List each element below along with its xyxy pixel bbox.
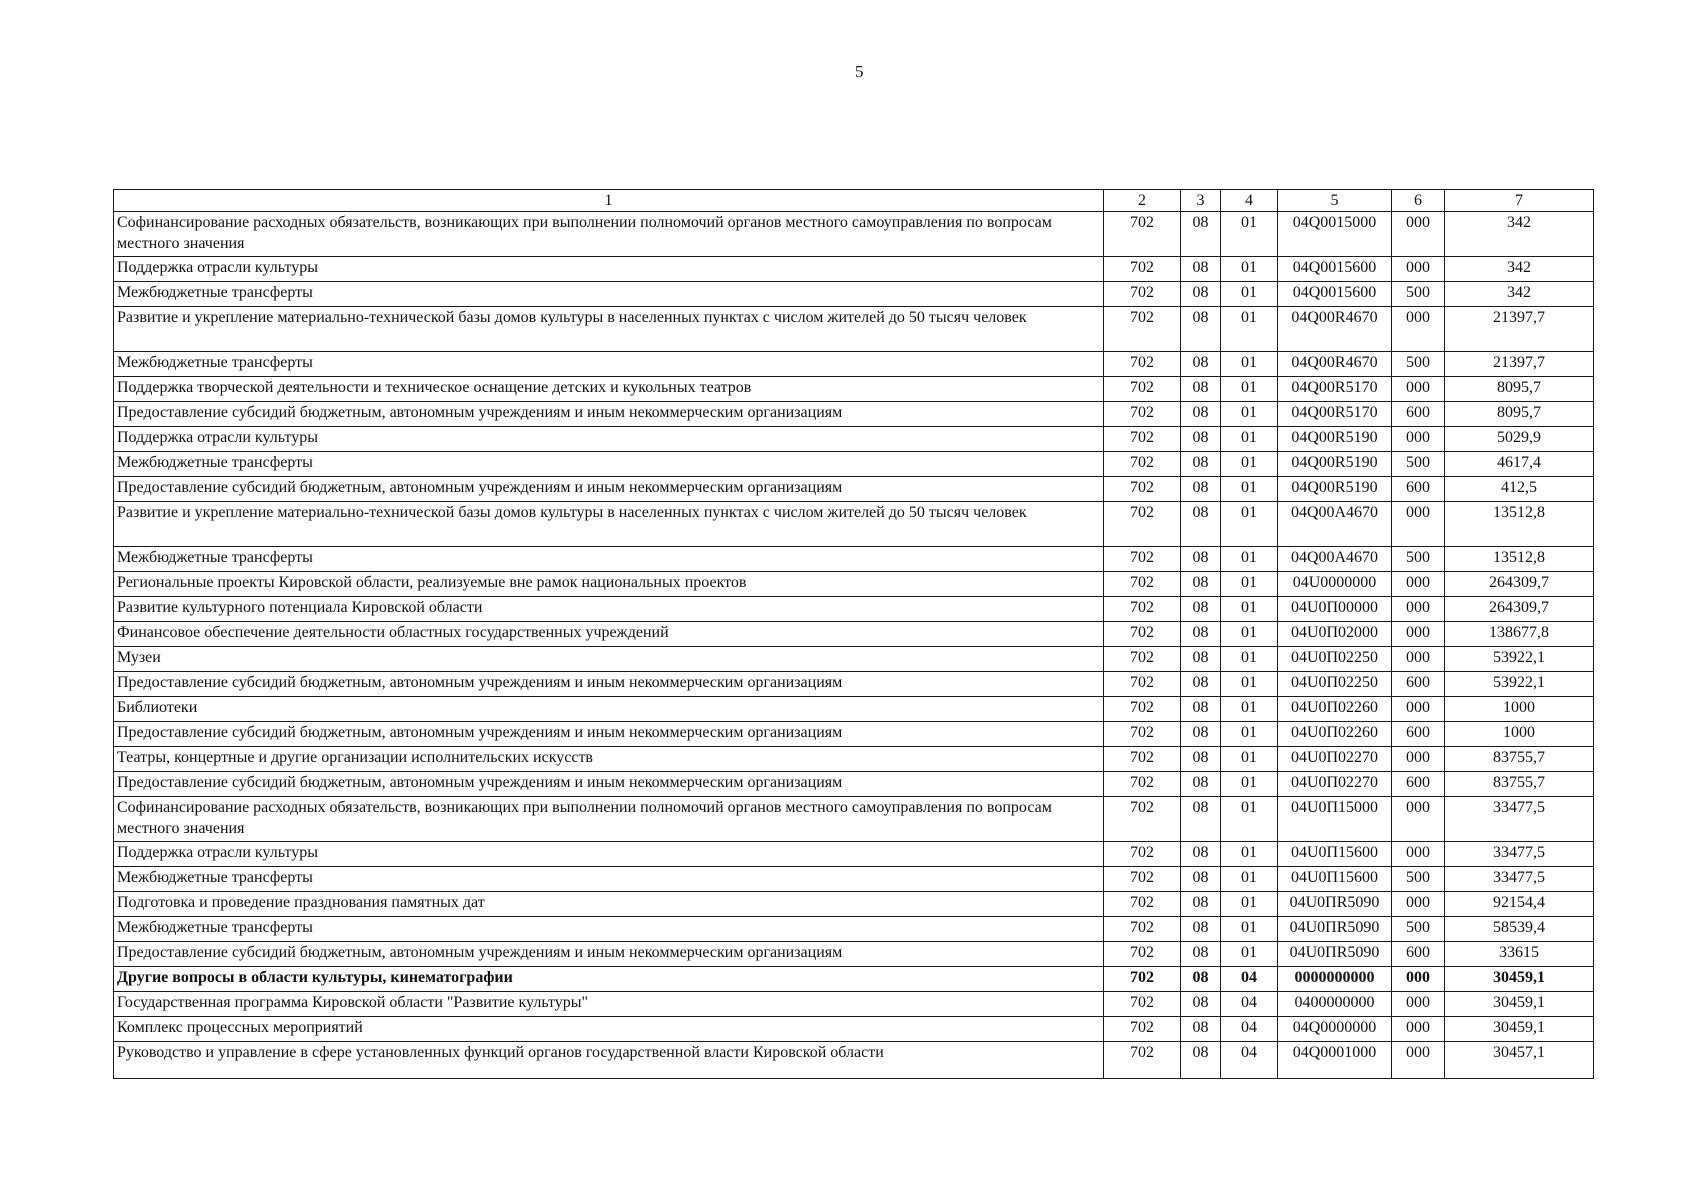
row-ministry-code: 702 xyxy=(1104,697,1181,722)
row-subsection-code: 04 xyxy=(1221,967,1278,992)
row-expense-type: 000 xyxy=(1392,377,1445,402)
row-amount: 138677,8 xyxy=(1445,622,1594,647)
row-amount: 30459,1 xyxy=(1445,992,1594,1017)
row-expense-type: 500 xyxy=(1392,917,1445,942)
row-ministry-code: 702 xyxy=(1104,477,1181,502)
row-section-code: 08 xyxy=(1181,747,1221,772)
header-col-7: 7 xyxy=(1445,190,1594,212)
row-section-code: 08 xyxy=(1181,452,1221,477)
row-amount: 92154,4 xyxy=(1445,892,1594,917)
table-row xyxy=(114,377,1594,402)
row-name: Межбюджетные трансферты xyxy=(114,452,1104,477)
row-expense-type: 600 xyxy=(1392,942,1445,967)
row-expense-type: 000 xyxy=(1392,502,1445,547)
table-row xyxy=(114,747,1594,772)
row-section-code: 08 xyxy=(1181,377,1221,402)
row-expense-type: 500 xyxy=(1392,352,1445,377)
row-name: Развитие и укрепление материально-технической базы домов культуры в населенных пунктах с числом жителей до 50 тысяч человек xyxy=(114,502,1104,547)
row-name: Софинансирование расходных обязательств, возникающих при выполнении полномочий органов местного самоуправления по вопросам местного значения xyxy=(114,212,1104,257)
row-ministry-code: 702 xyxy=(1104,867,1181,892)
row-section-code: 08 xyxy=(1181,722,1221,747)
row-subsection-code: 04 xyxy=(1221,992,1278,1017)
row-ministry-code: 702 xyxy=(1104,307,1181,352)
row-expense-type: 000 xyxy=(1392,307,1445,352)
row-name: Развитие и укрепление материально-технической базы домов культуры в населенных пунктах с числом жителей до 50 тысяч человек xyxy=(114,307,1104,352)
row-amount: 33477,5 xyxy=(1445,842,1594,867)
row-section-code: 08 xyxy=(1181,572,1221,597)
row-target-article: 04Q00R5190 xyxy=(1278,427,1392,452)
table-row xyxy=(114,992,1594,1017)
row-ministry-code: 702 xyxy=(1104,747,1181,772)
table-row xyxy=(114,942,1594,967)
row-expense-type: 000 xyxy=(1392,747,1445,772)
row-target-article: 04U0П02260 xyxy=(1278,722,1392,747)
table-row xyxy=(114,892,1594,917)
row-section-code: 08 xyxy=(1181,892,1221,917)
row-subsection-code: 04 xyxy=(1221,1017,1278,1042)
row-name: Предоставление субсидий бюджетным, автономным учреждениям и иным некоммерческим организациям xyxy=(114,477,1104,502)
row-amount: 30459,1 xyxy=(1445,967,1594,992)
row-expense-type: 500 xyxy=(1392,867,1445,892)
row-target-article: 04U0П02000 xyxy=(1278,622,1392,647)
row-amount: 1000 xyxy=(1445,697,1594,722)
row-subsection-code: 01 xyxy=(1221,502,1278,547)
row-subsection-code: 01 xyxy=(1221,867,1278,892)
row-target-article: 04U0П15600 xyxy=(1278,867,1392,892)
row-name: Театры, концертные и другие организации исполнительских искусств xyxy=(114,747,1104,772)
row-amount: 13512,8 xyxy=(1445,547,1594,572)
row-ministry-code: 702 xyxy=(1104,572,1181,597)
table-row xyxy=(114,867,1594,892)
row-subsection-code: 01 xyxy=(1221,942,1278,967)
row-ministry-code: 702 xyxy=(1104,427,1181,452)
row-target-article: 04Q00R5190 xyxy=(1278,452,1392,477)
row-target-article: 04Q0015600 xyxy=(1278,282,1392,307)
header-col-5: 5 xyxy=(1278,190,1392,212)
row-amount: 33477,5 xyxy=(1445,867,1594,892)
table-body xyxy=(114,212,1594,1079)
row-target-article: 04U0П02260 xyxy=(1278,697,1392,722)
row-expense-type: 000 xyxy=(1392,842,1445,867)
row-target-article: 04U0П15000 xyxy=(1278,797,1392,842)
row-ministry-code: 702 xyxy=(1104,502,1181,547)
table-row xyxy=(114,477,1594,502)
row-name: Другие вопросы в области культуры, кинематографии xyxy=(114,967,1104,992)
table-row xyxy=(114,352,1594,377)
row-expense-type: 000 xyxy=(1392,647,1445,672)
row-expense-type: 000 xyxy=(1392,427,1445,452)
table-row xyxy=(114,212,1594,257)
row-amount: 5029,9 xyxy=(1445,427,1594,452)
row-target-article: 04Q0015600 xyxy=(1278,257,1392,282)
row-name: Межбюджетные трансферты xyxy=(114,352,1104,377)
row-subsection-code: 01 xyxy=(1221,257,1278,282)
row-section-code: 08 xyxy=(1181,917,1221,942)
row-ministry-code: 702 xyxy=(1104,892,1181,917)
header-col-6: 6 xyxy=(1392,190,1445,212)
row-amount: 30457,1 xyxy=(1445,1042,1594,1079)
table-row xyxy=(114,547,1594,572)
row-section-code: 08 xyxy=(1181,967,1221,992)
row-name: Поддержка отрасли культуры xyxy=(114,427,1104,452)
table-row xyxy=(114,622,1594,647)
row-target-article: 0400000000 xyxy=(1278,992,1392,1017)
row-expense-type: 600 xyxy=(1392,672,1445,697)
row-section-code: 08 xyxy=(1181,477,1221,502)
row-amount: 21397,7 xyxy=(1445,352,1594,377)
row-expense-type: 000 xyxy=(1392,797,1445,842)
row-expense-type: 600 xyxy=(1392,477,1445,502)
row-name: Библиотеки xyxy=(114,697,1104,722)
page-number: 5 xyxy=(855,62,864,81)
row-section-code: 08 xyxy=(1181,622,1221,647)
row-ministry-code: 702 xyxy=(1104,722,1181,747)
row-subsection-code: 01 xyxy=(1221,572,1278,597)
row-section-code: 08 xyxy=(1181,597,1221,622)
row-ministry-code: 702 xyxy=(1104,402,1181,427)
row-ministry-code: 702 xyxy=(1104,842,1181,867)
row-expense-type: 000 xyxy=(1392,1042,1445,1079)
row-amount: 53922,1 xyxy=(1445,672,1594,697)
row-section-code: 08 xyxy=(1181,697,1221,722)
row-ministry-code: 702 xyxy=(1104,1017,1181,1042)
row-target-article: 04U0000000 xyxy=(1278,572,1392,597)
row-ministry-code: 702 xyxy=(1104,622,1181,647)
table-row xyxy=(114,502,1594,547)
row-name: Поддержка творческой деятельности и техническое оснащение детских и кукольных театров xyxy=(114,377,1104,402)
row-expense-type: 600 xyxy=(1392,722,1445,747)
row-ministry-code: 702 xyxy=(1104,597,1181,622)
row-amount: 342 xyxy=(1445,282,1594,307)
row-expense-type: 500 xyxy=(1392,547,1445,572)
row-ministry-code: 702 xyxy=(1104,797,1181,842)
header-col-4: 4 xyxy=(1221,190,1278,212)
row-ministry-code: 702 xyxy=(1104,377,1181,402)
table-row xyxy=(114,452,1594,477)
table-row xyxy=(114,967,1594,992)
row-target-article: 04U0П02270 xyxy=(1278,772,1392,797)
row-subsection-code: 01 xyxy=(1221,772,1278,797)
row-amount: 342 xyxy=(1445,212,1594,257)
table-row xyxy=(114,722,1594,747)
row-expense-type: 500 xyxy=(1392,282,1445,307)
row-ministry-code: 702 xyxy=(1104,282,1181,307)
header-col-2: 2 xyxy=(1104,190,1181,212)
row-name: Региональные проекты Кировской области, реализуемые вне рамок национальных проектов xyxy=(114,572,1104,597)
row-subsection-code: 01 xyxy=(1221,842,1278,867)
row-subsection-code: 01 xyxy=(1221,722,1278,747)
row-expense-type: 000 xyxy=(1392,967,1445,992)
budget-table xyxy=(113,189,1594,1079)
row-subsection-code: 01 xyxy=(1221,402,1278,427)
table-row xyxy=(114,697,1594,722)
row-subsection-code: 01 xyxy=(1221,797,1278,842)
table-row xyxy=(114,307,1594,352)
row-subsection-code: 01 xyxy=(1221,892,1278,917)
row-expense-type: 000 xyxy=(1392,892,1445,917)
row-amount: 8095,7 xyxy=(1445,402,1594,427)
table-row xyxy=(114,672,1594,697)
row-name: Предоставление субсидий бюджетным, автономным учреждениям и иным некоммерческим организациям xyxy=(114,942,1104,967)
row-name: Комплекс процессных мероприятий xyxy=(114,1017,1104,1042)
row-section-code: 08 xyxy=(1181,352,1221,377)
row-ministry-code: 702 xyxy=(1104,647,1181,672)
header-row xyxy=(114,190,1594,212)
row-name: Предоставление субсидий бюджетным, автономным учреждениям и иным некоммерческим организациям xyxy=(114,722,1104,747)
row-subsection-code: 01 xyxy=(1221,547,1278,572)
row-subsection-code: 01 xyxy=(1221,647,1278,672)
row-name: Межбюджетные трансферты xyxy=(114,917,1104,942)
row-ministry-code: 702 xyxy=(1104,772,1181,797)
table-row xyxy=(114,772,1594,797)
row-target-article: 04Q0001000 xyxy=(1278,1042,1392,1079)
row-section-code: 08 xyxy=(1181,307,1221,352)
row-expense-type: 500 xyxy=(1392,452,1445,477)
row-target-article: 04U0П02250 xyxy=(1278,647,1392,672)
row-section-code: 08 xyxy=(1181,992,1221,1017)
row-ministry-code: 702 xyxy=(1104,212,1181,257)
row-target-article: 04Q0015000 xyxy=(1278,212,1392,257)
row-subsection-code: 01 xyxy=(1221,622,1278,647)
row-amount: 412,5 xyxy=(1445,477,1594,502)
row-target-article: 04Q00R4670 xyxy=(1278,352,1392,377)
row-subsection-code: 01 xyxy=(1221,352,1278,377)
table-row xyxy=(114,402,1594,427)
row-amount: 4617,4 xyxy=(1445,452,1594,477)
row-target-article: 04Q00A4670 xyxy=(1278,547,1392,572)
row-subsection-code: 04 xyxy=(1221,1042,1278,1079)
row-amount: 264309,7 xyxy=(1445,572,1594,597)
table-row xyxy=(114,572,1594,597)
row-amount: 8095,7 xyxy=(1445,377,1594,402)
row-section-code: 08 xyxy=(1181,867,1221,892)
row-subsection-code: 01 xyxy=(1221,452,1278,477)
row-amount: 33477,5 xyxy=(1445,797,1594,842)
row-target-article: 04U0П02270 xyxy=(1278,747,1392,772)
table-row xyxy=(114,282,1594,307)
row-section-code: 08 xyxy=(1181,282,1221,307)
row-name: Государственная программа Кировской области "Развитие культуры" xyxy=(114,992,1104,1017)
row-name: Предоставление субсидий бюджетным, автономным учреждениям и иным некоммерческим организациям xyxy=(114,672,1104,697)
row-expense-type: 000 xyxy=(1392,622,1445,647)
row-subsection-code: 01 xyxy=(1221,282,1278,307)
table-row xyxy=(114,797,1594,842)
row-target-article: 04Q0000000 xyxy=(1278,1017,1392,1042)
table-row xyxy=(114,1017,1594,1042)
row-section-code: 08 xyxy=(1181,797,1221,842)
row-name: Финансовое обеспечение деятельности областных государственных учреждений xyxy=(114,622,1104,647)
row-section-code: 08 xyxy=(1181,257,1221,282)
table-row xyxy=(114,1042,1594,1079)
table-row xyxy=(114,647,1594,672)
row-name: Межбюджетные трансферты xyxy=(114,867,1104,892)
row-target-article: 04Q00R5190 xyxy=(1278,477,1392,502)
row-expense-type: 600 xyxy=(1392,402,1445,427)
row-ministry-code: 702 xyxy=(1104,257,1181,282)
header-col-3: 3 xyxy=(1181,190,1221,212)
row-expense-type: 000 xyxy=(1392,1017,1445,1042)
row-name: Поддержка отрасли культуры xyxy=(114,842,1104,867)
row-ministry-code: 702 xyxy=(1104,992,1181,1017)
row-amount: 1000 xyxy=(1445,722,1594,747)
table-row xyxy=(114,917,1594,942)
row-section-code: 08 xyxy=(1181,402,1221,427)
row-section-code: 08 xyxy=(1181,942,1221,967)
row-amount: 83755,7 xyxy=(1445,772,1594,797)
row-section-code: 08 xyxy=(1181,1017,1221,1042)
row-ministry-code: 702 xyxy=(1104,547,1181,572)
row-ministry-code: 702 xyxy=(1104,967,1181,992)
row-target-article: 04Q00R4670 xyxy=(1278,307,1392,352)
row-amount: 83755,7 xyxy=(1445,747,1594,772)
row-name: Руководство и управление в сфере установленных функций органов государственной власти Кировской области xyxy=(114,1042,1104,1079)
row-subsection-code: 01 xyxy=(1221,917,1278,942)
row-amount: 21397,7 xyxy=(1445,307,1594,352)
row-target-article: 04Q00R5170 xyxy=(1278,402,1392,427)
row-expense-type: 000 xyxy=(1392,597,1445,622)
row-name: Предоставление субсидий бюджетным, автономным учреждениям и иным некоммерческим организациям xyxy=(114,772,1104,797)
row-expense-type: 000 xyxy=(1392,572,1445,597)
row-target-article: 04U0П00000 xyxy=(1278,597,1392,622)
row-ministry-code: 702 xyxy=(1104,942,1181,967)
row-amount: 264309,7 xyxy=(1445,597,1594,622)
row-target-article: 04U0ПR5090 xyxy=(1278,917,1392,942)
row-target-article: 04U0ПR5090 xyxy=(1278,892,1392,917)
row-name: Развитие культурного потенциала Кировской области xyxy=(114,597,1104,622)
row-name: Предоставление субсидий бюджетным, автономным учреждениям и иным некоммерческим организациям xyxy=(114,402,1104,427)
row-subsection-code: 01 xyxy=(1221,672,1278,697)
row-target-article: 04Q00R5170 xyxy=(1278,377,1392,402)
row-section-code: 08 xyxy=(1181,212,1221,257)
table-row xyxy=(114,427,1594,452)
row-expense-type: 000 xyxy=(1392,992,1445,1017)
row-expense-type: 600 xyxy=(1392,772,1445,797)
row-ministry-code: 702 xyxy=(1104,672,1181,697)
row-amount: 13512,8 xyxy=(1445,502,1594,547)
row-amount: 30459,1 xyxy=(1445,1017,1594,1042)
row-name: Межбюджетные трансферты xyxy=(114,547,1104,572)
row-section-code: 08 xyxy=(1181,772,1221,797)
row-subsection-code: 01 xyxy=(1221,212,1278,257)
row-section-code: 08 xyxy=(1181,647,1221,672)
row-name: Софинансирование расходных обязательств, возникающих при выполнении полномочий органов местного самоуправления по вопросам местного значения xyxy=(114,797,1104,842)
row-section-code: 08 xyxy=(1181,502,1221,547)
row-section-code: 08 xyxy=(1181,672,1221,697)
row-name: Подготовка и проведение празднования памятных дат xyxy=(114,892,1104,917)
row-expense-type: 000 xyxy=(1392,697,1445,722)
row-subsection-code: 01 xyxy=(1221,697,1278,722)
row-name: Межбюджетные трансферты xyxy=(114,282,1104,307)
row-target-article: 04U0ПR5090 xyxy=(1278,942,1392,967)
row-name: Музеи xyxy=(114,647,1104,672)
row-subsection-code: 01 xyxy=(1221,427,1278,452)
row-target-article: 04Q00A4670 xyxy=(1278,502,1392,547)
row-ministry-code: 702 xyxy=(1104,452,1181,477)
row-name: Поддержка отрасли культуры xyxy=(114,257,1104,282)
row-subsection-code: 01 xyxy=(1221,597,1278,622)
row-target-article: 04U0П02250 xyxy=(1278,672,1392,697)
row-subsection-code: 01 xyxy=(1221,477,1278,502)
row-ministry-code: 702 xyxy=(1104,352,1181,377)
table-row xyxy=(114,842,1594,867)
row-subsection-code: 01 xyxy=(1221,307,1278,352)
row-section-code: 08 xyxy=(1181,842,1221,867)
row-section-code: 08 xyxy=(1181,1042,1221,1079)
row-section-code: 08 xyxy=(1181,547,1221,572)
table-row xyxy=(114,597,1594,622)
row-expense-type: 000 xyxy=(1392,212,1445,257)
header-col-1: 1 xyxy=(114,190,1104,212)
row-target-article: 0000000000 xyxy=(1278,967,1392,992)
row-amount: 342 xyxy=(1445,257,1594,282)
row-section-code: 08 xyxy=(1181,427,1221,452)
row-subsection-code: 01 xyxy=(1221,377,1278,402)
row-expense-type: 000 xyxy=(1392,257,1445,282)
row-amount: 53922,1 xyxy=(1445,647,1594,672)
row-subsection-code: 01 xyxy=(1221,747,1278,772)
row-target-article: 04U0П15600 xyxy=(1278,842,1392,867)
row-amount: 33615 xyxy=(1445,942,1594,967)
table-row xyxy=(114,257,1594,282)
row-amount: 58539,4 xyxy=(1445,917,1594,942)
row-ministry-code: 702 xyxy=(1104,917,1181,942)
row-ministry-code: 702 xyxy=(1104,1042,1181,1079)
